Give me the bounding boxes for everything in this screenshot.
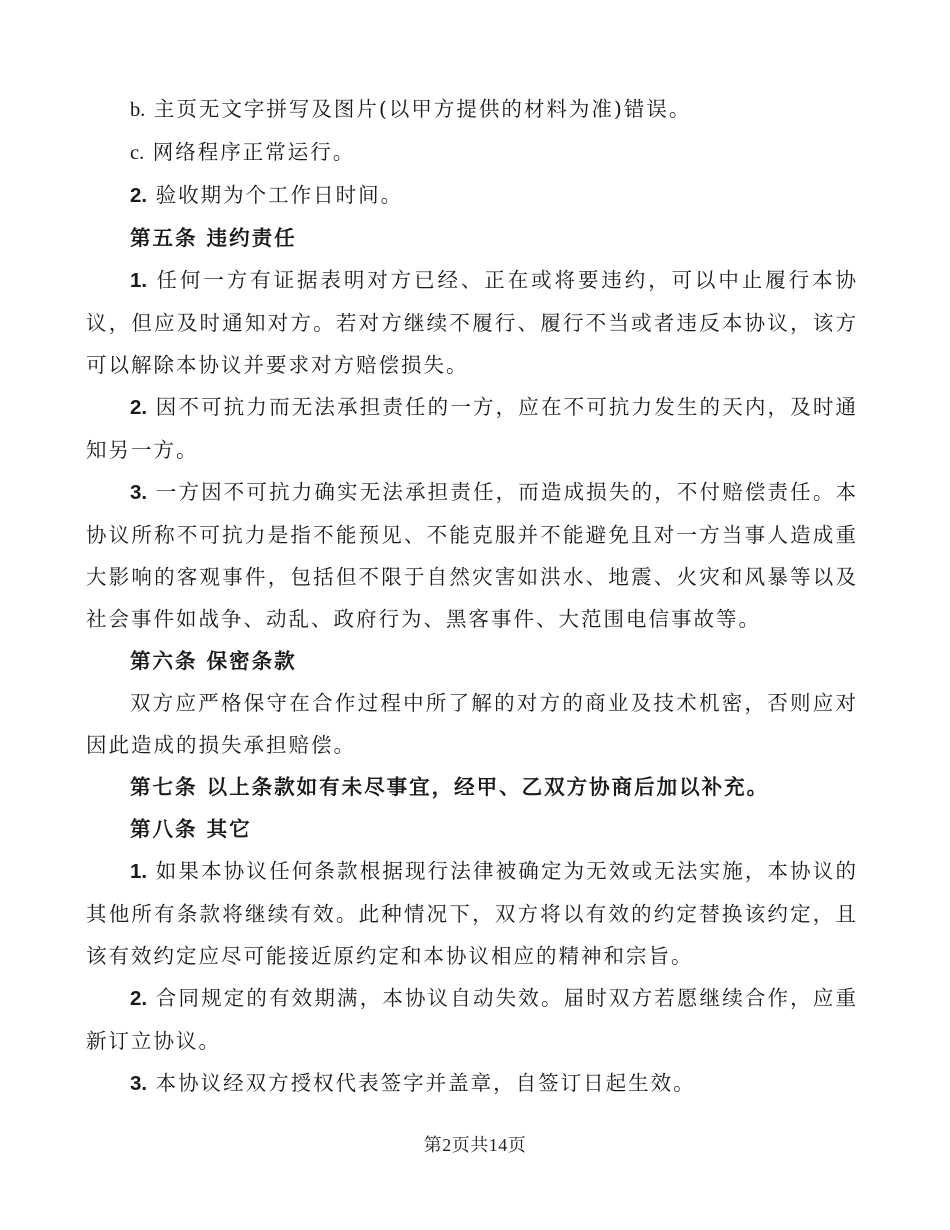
item-text: 合同规定的有效期满，本协议自动失效。届时双方若愿继续合作，应重新订立协议。 bbox=[86, 986, 858, 1053]
page-number-footer: 第2页共14页 bbox=[423, 1135, 527, 1155]
item-letter: c. bbox=[130, 142, 145, 164]
item-text: 网络程序正常运行。 bbox=[144, 140, 356, 164]
article-8-item-3 bbox=[86, 1062, 858, 1105]
clause-item-c bbox=[86, 131, 858, 174]
item-number: 1. bbox=[130, 860, 148, 883]
article-6-body: 双方应严格保守在合作过程中所了解的对方的商业及技术机密，否则应对因此造成的损失承担赔偿。 bbox=[86, 691, 858, 757]
article-5-item-3 bbox=[86, 471, 858, 640]
item-number: 1. bbox=[130, 269, 148, 292]
article-7-heading: 第七条 以上条款如有未尽事宜，经甲、乙双方协商后加以补充。 bbox=[130, 775, 770, 799]
document-body bbox=[86, 88, 858, 1105]
item-number: 2. bbox=[130, 987, 148, 1010]
item-text: 如果本协议任何条款根据现行法律被确定为无效或无法实施，本协议的其他所有条款将继续有效。此种情况下，双方将以有效的约定替换该约定，且该有效约定应尽可能接近原约定和本协议相应的精神和宗旨。 bbox=[86, 859, 858, 968]
article-5-item-1 bbox=[86, 259, 858, 386]
item-text: 因不可抗力而无法承担责任的一方，应在不可抗力发生的天内，及时通知另一方。 bbox=[86, 395, 858, 462]
item-letter: b. bbox=[130, 99, 146, 121]
article-8-item-1 bbox=[86, 850, 858, 977]
article-8-heading: 第八条 其它 bbox=[130, 817, 252, 841]
article-5-heading: 第五条 违约责任 bbox=[130, 226, 297, 250]
clause-item-2 bbox=[86, 174, 858, 217]
item-number: 3. bbox=[130, 481, 148, 504]
item-number: 2. bbox=[130, 396, 148, 419]
article-8-item-2 bbox=[86, 977, 858, 1062]
item-number: 3. bbox=[130, 1072, 148, 1095]
clause-item-b bbox=[86, 88, 858, 131]
article-6-heading: 第六条 保密条款 bbox=[130, 649, 297, 673]
item-text: 本协议经双方授权代表签字并盖章，自签订日起生效。 bbox=[147, 1071, 696, 1095]
item-text: 任何一方有证据表明对方已经、正在或将要违约，可以中止履行本协议，但应及时通知对方。若对方继续不履行、履行不当或者违反本协议，该方可以解除本协议并要求对方赔偿损失。 bbox=[86, 268, 858, 377]
item-number: 2. bbox=[130, 184, 148, 207]
item-text: 主页无文字拼写及图片(以甲方提供的材料为准)错误。 bbox=[145, 97, 692, 121]
article-5-item-2 bbox=[86, 386, 858, 471]
item-text: 一方因不可抗力确实无法承担责任，而造成损失的，不付赔偿责任。本协议所称不可抗力是指不能预见、不能克服并不能避免且对一方当事人造成重大影响的客观事件，包括但不限于自然灾害如洪水、地震、火灾和风暴等以及社会事件如战争、动乱、政府行为、黑客事件、大范围电信事故等。 bbox=[86, 480, 858, 631]
item-text: 验收期为个工作日时间。 bbox=[147, 183, 404, 207]
